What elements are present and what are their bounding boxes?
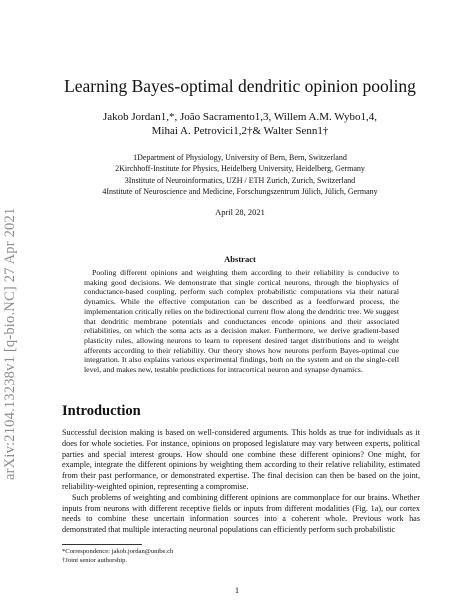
page-number: 1 xyxy=(234,585,240,595)
arxiv-identifier: arXiv:2104.13238v1 [q-bio.NC] 27 Apr 2021 xyxy=(2,207,18,480)
publication-date: April 28, 2021 xyxy=(215,207,265,217)
affiliation: 2Kirchhoff-Institute for Physics, Heidelberg University, Heidelberg, Germany xyxy=(115,164,365,174)
affiliation: 1Department of Physiology, University of Bern, Bern, Switzerland xyxy=(133,153,347,162)
author-line-2: Mihai A. Petrovici1,2†& Walter Senn1† xyxy=(151,125,329,137)
paragraph: Successful decision making is based on well-considered arguments. This holds as true for individuals as it does for whole societies. For instance, opinions on proposed legislature may vary between experts, political parties and special interest groups. How should one combine these different opinions? One might, for example, integrate the different opinions by weighting them according to their relative reliability, estimated from their past performance, or demonstrated expertise. The final decision can then be based on the joint, reliability-weighted opinion, representing a compromise. xyxy=(62,428,420,491)
paragraph: Such problems of weighting and combining different opinions are commonplace for our brains. Whether inputs from neurons with different receptive fields or inputs from different modalities (Fig. 1a), our cortex needs to combine these uncertain information sources into a coherent whole. Previous work has demonstrated that multiple interacting neuronal populations can efficiently perform such probabilistic xyxy=(62,492,420,535)
author-line-1: Jakob Jordan1,*, João Sacramento1,3, Willem A.M. Wybo1,4, xyxy=(102,111,378,123)
section-heading: Introduction xyxy=(62,403,141,419)
introduction-body xyxy=(62,428,420,536)
footnotes xyxy=(62,547,420,565)
abstract-text: Pooling different opinions and weighting them according to their reliability is conducive to making good decisions. We demonstrate that single cortical neurons, through the biophysics of conductance-based coupling, perform such complex probabilistic computations via their natural dynamics. While the effective computation can be described as a feedforward process, the implementation critically relies on the bidirectional current flow along the dendritic tree. We suggest that dendritic membrane potentials and conductances encode opinions and their associated reliabilities, on which the soma acts as a decision maker. Furthermore, we derive gradient-based plasticity rules, allowing neurons to learn to represent desired target distributions and to weight afferents according to their reliability. Our theory shows how neurons perform Bayes-optimal cue integration. It also explains various experimental findings, both on the system and on the single-cell level, and makes new, testable predictions for intracortical neuron and synapse dynamics. xyxy=(84,268,399,375)
abstract-heading: Abstract xyxy=(224,254,256,264)
author-list xyxy=(60,110,420,138)
paper-title: Learning Bayes-optimal dendritic opinion pooling xyxy=(64,76,416,96)
affiliation: 4Institute of Neuroscience and Medicine, Forschungszentrum Jülich, Jülich, Germany xyxy=(102,186,378,196)
footnote: *Correspondence: jakob.jordan@unibe.ch xyxy=(62,548,174,555)
footnote: †Joint senior authorship. xyxy=(62,557,128,564)
affiliation-list xyxy=(60,152,420,197)
footnote-divider xyxy=(62,544,142,545)
affiliation: 3Institute of Neuroinformatics, UZH / ETH Zurich, Zurich, Switzerland xyxy=(124,175,356,185)
